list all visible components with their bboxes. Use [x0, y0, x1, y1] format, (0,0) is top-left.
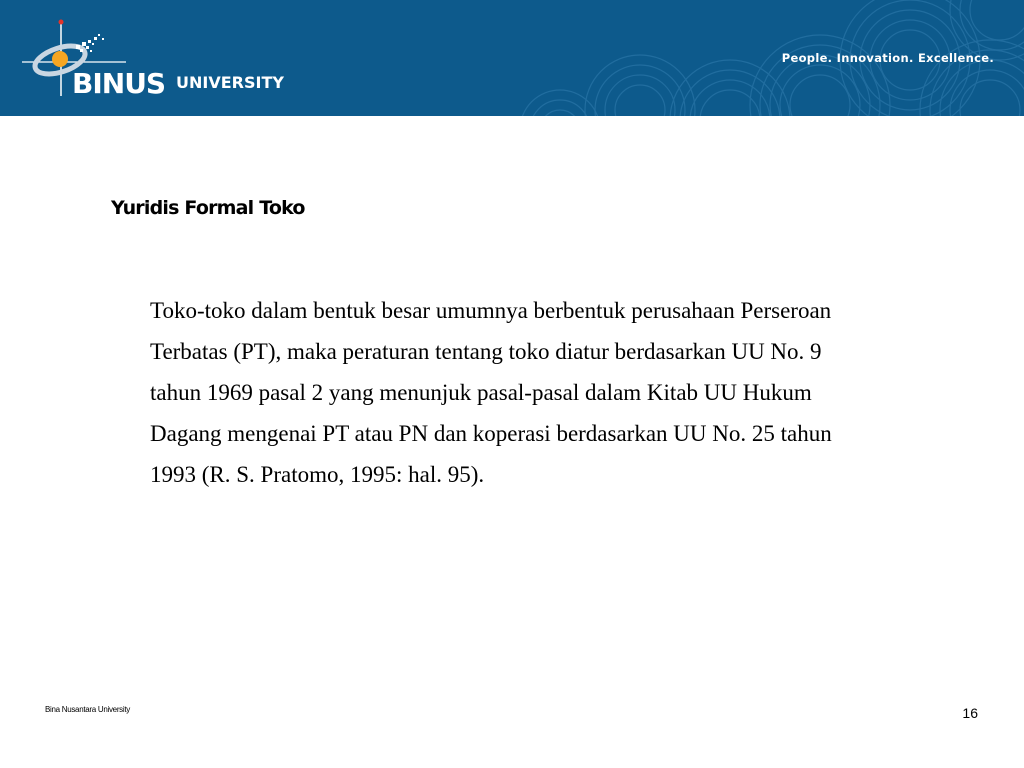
logo-subtitle: UNIVERSITY — [176, 73, 284, 92]
body-line: tahun 1969 pasal 2 yang menunjuk pasal-pasal dalam Kitab UU Hukum — [150, 380, 812, 405]
body-line: Terbatas (PT), maka peraturan tentang toko diatur berdasarkan UU No. 9 — [150, 339, 822, 364]
header-banner — [0, 0, 1024, 116]
footer-institution: Bina Nusantara University — [45, 705, 130, 714]
body-line: 1993 (R. S. Pratomo, 1995: hal. 95). — [150, 462, 485, 487]
slide-title: Yuridis Formal Toko — [111, 197, 305, 219]
logo-wordmark: BINUS — [72, 67, 166, 100]
tagline: People. Innovation. Excellence. — [781, 51, 994, 65]
body-line: Toko-toko dalam bentuk besar umumnya berbentuk perusahaan Perseroan — [150, 298, 832, 323]
binus-logo[interactable] — [18, 18, 308, 100]
page-number: 16 — [962, 705, 978, 721]
body-paragraph — [150, 290, 950, 495]
body-line: Dagang mengenai PT atau PN dan koperasi berdasarkan UU No. 25 tahun — [150, 421, 832, 446]
